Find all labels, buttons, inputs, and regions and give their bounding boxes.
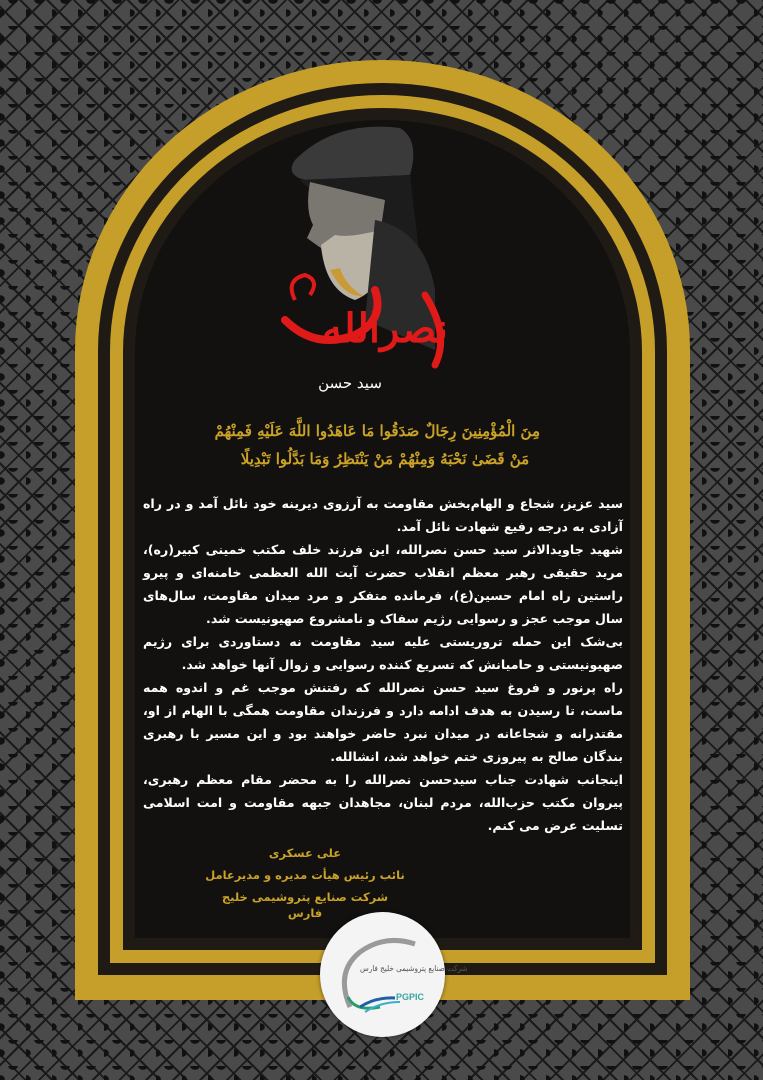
message-paragraph: اینجانب شهادت جناب سیدحسن نصرالله را به محضر مقام معظم رهبری، پیروان مکتب حزب‌الله، مردم لبنان، مجاهدان جبهه مقاومت و امت اسلامی تسلیت عرض می کنم. xyxy=(143,772,623,833)
message-paragraph: بی‌شک این حمله تروریستی علیه سید مقاومت نه دستاوردی برای رژیم صهیونیستی و حامیانش که تسریع کننده رسوایی و زوال آنها خواهد شد. xyxy=(143,634,623,672)
memorial-panel xyxy=(135,120,630,938)
signature-company: شرکت صنایع پتروشیمی خلیج فارس xyxy=(221,890,389,920)
signature-name: علی عسکری xyxy=(268,846,342,860)
condolence-message xyxy=(143,492,623,837)
quran-verse-line-2: مَنْ قَضَىٰ نَحْبَهُ وَمِنْهُمْ مَنْ يَنْتَظِرُ وَمَا بَدَّلُوا تَبْدِيلًا xyxy=(240,450,530,468)
signature-title: نائب رئیس هیأت مدیره و مدیرعامل xyxy=(205,868,405,882)
message-paragraph: شهید جاویدالاثر سید حسن نصرالله، این فرزند خلف مکتب خمینی کبیر(ره)، مرید حقیقی رهبر معظم انقلاب حضرت آیت الله العظمی خامنه‌ای و پیرو راستین راه امام حسین(ع)، فرمانده متفکر و مرد میدان مقاومت، سال‌های سال موجب عجز و رسوایی رژیم سفاک و نامشروع صهیونیست شد. xyxy=(143,542,623,626)
calligraphy-name-white: سید حسن xyxy=(318,374,382,392)
quran-verse-line-1: مِنَ الْمُؤْمِنِينَ رِجَالٌ صَدَقُوا مَا عَاهَدُوا اللَّهَ عَلَيْهِ فَمِنْهُمْ xyxy=(214,422,540,440)
logo-abbreviation: PGPIC xyxy=(396,992,425,1002)
calligraphy-name-red: نصرالله xyxy=(322,305,448,352)
logo-company-name: شرکت صنایع پتروشیمی خلیج فارس xyxy=(359,964,468,973)
logo-swoosh-icon xyxy=(320,912,445,1037)
company-logo xyxy=(320,912,468,1037)
name-calligraphy xyxy=(135,120,630,420)
message-paragraph: سید عزیز، شجاع و الهام‌بخش مقاومت به آرزوی دیرینه خود نائل آمد و در راه آزادی به درجه رفیع شهادت نائل آمد. xyxy=(143,496,623,534)
message-paragraph: راه پرنور و فروغ سید حسن نصرالله که رفتنش موجب غم و اندوه همه ماست، تا رسیدن به هدف ادامه دارد و فرزندان مقاومت همگی با الهام از او، مقتدرانه و شجاعانه در میدان نبرد حاضر خواهند بود و این مسیر با رهبری بندگان صالح به پیروزی ختم خواهد شد، انشالله. xyxy=(143,680,623,764)
